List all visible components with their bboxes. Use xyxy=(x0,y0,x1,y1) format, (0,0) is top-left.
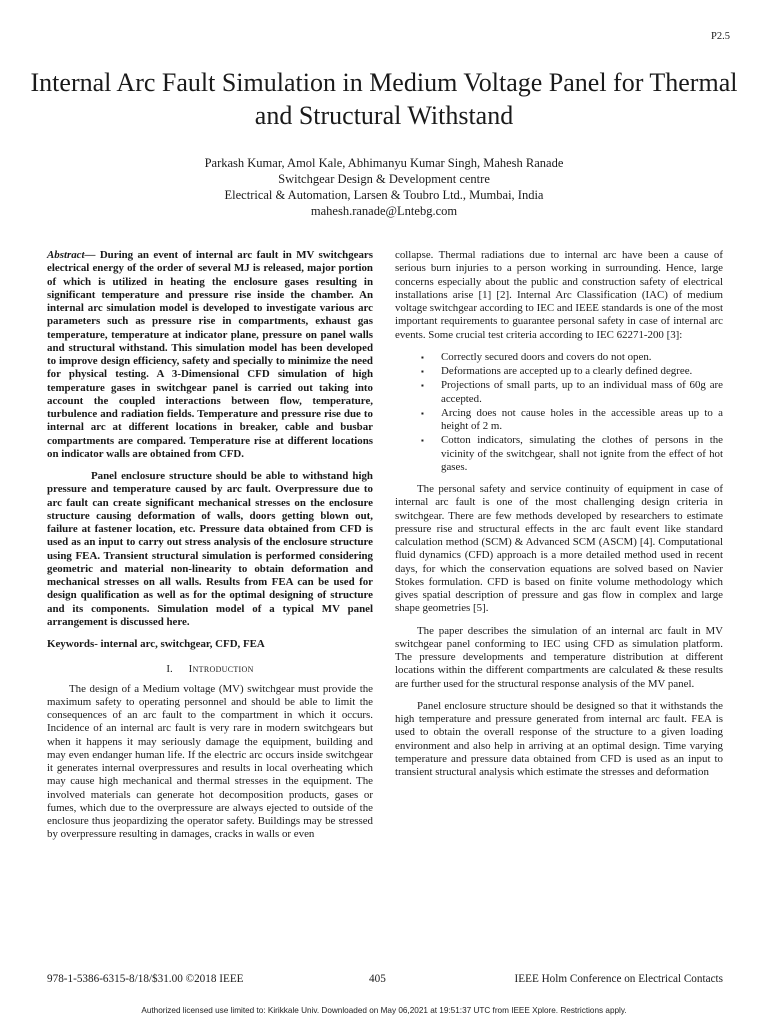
list-item: ▪ Projections of small parts, up to an individual mass of 60g are accepted. xyxy=(421,379,723,405)
bullet-icon: ▪ xyxy=(421,367,424,376)
abstract-label: Abstract xyxy=(47,249,85,261)
list-item: ▪ Deformations are accepted up to a clearly defined degree. xyxy=(421,365,693,377)
abstract-dash: — xyxy=(84,249,100,261)
section-title: Introduction xyxy=(188,663,254,676)
bullet-icon: ▪ xyxy=(421,436,424,446)
left-column xyxy=(47,249,373,851)
author-department: Switchgear Design & Development centre xyxy=(278,172,490,186)
intro-paragraph: The design of a Medium voltage (MV) switchgear must provide the maximum safety to operating personnel and should be able to limit the consequences of an arc fault to the compartment in which it occurs. Incidence of an internal arc fault is very rare in modern switchgears but when it happens it may seriously damage the equipment, building and may even endanger human life. If the electric arc occurs inside switchgear it generates internal overpressures and results in local overheating which may cause high mechanical and thermal stresses in the equipment. The involved materials can generate hot decomposition products, gases or fumes, which due to the overpressure are always ejected to outside of the enclosure thus jeopardizing the operator safety. Buildings may be stressed by overpressure resulting in damages, cracks in walls or even xyxy=(47,682,373,841)
keywords: Keywords- internal arc, switchgear, CFD, FEA xyxy=(47,638,265,650)
bullet-icon: ▪ xyxy=(421,408,424,418)
author-names: Parkash Kumar, Amol Kale, Abhimanyu Kumar Singh, Mahesh Ranade xyxy=(204,156,564,170)
section-number: I. xyxy=(166,663,173,676)
right-column xyxy=(395,249,723,788)
abstract-text-1: During an event of internal arc fault in MV switchgears electrical energy of the order of several MJ is released, major portion of which is utilized in heating the enclosure gases resulting in significant temperature and pressure rise inside the chamber. An internal arc simulation model is developed to investigate various arc parameters such as pressure rise in compartments, exhaust gas temperature, temperature at indicator plane, pressure on panel walls and structural withstand. This simulation model has been developed to improve design efficiency, safety and specially to minimize the need for physical testing. A 3-Dimensional CFD simulation of high temperature gases in switchgear panel is carried out taking into account the coupled interactions between flow, temperature, turbulence and radiation fields. Temperature and pressure rise due to internal arc at different locations in breaker, cable and busbar compartments are compared. Temperature rise at different locations on indicator walls are obtained from CFD. xyxy=(47,249,373,460)
list-item: ▪ Cotton indicators, simulating the clothes of persons in the vicinity of the switchgear, shall not ignite from the effect of hot gases. xyxy=(421,434,723,473)
page-code: P2.5 xyxy=(711,31,730,42)
test-criteria-list xyxy=(395,351,723,474)
enclosure-structure-paragraph: Panel enclosure structure should be designed so that it withstands the high temperature and pressure generated from internal arc fault. FEA is used to obtain the overall response of the structure to a given loading environment and also help in arriving at an optimal design. Time varying temperature and pressure data obtained from CFD is used as an input to transient structural analysis which estimate the stresses and deformation xyxy=(395,699,723,778)
section-heading-introduction xyxy=(47,663,373,676)
author-organization: Electrical & Automation, Larsen & Toubro Ltd., Mumbai, India xyxy=(224,188,544,202)
author-email: mahesh.ranade@Lntebg.com xyxy=(310,204,458,218)
author-block xyxy=(0,155,768,219)
abstract-paragraph-1 xyxy=(47,249,373,461)
bullet-icon: ▪ xyxy=(421,381,424,391)
list-item: ▪ Correctly secured doors and covers do not open. xyxy=(421,350,652,363)
footer-isbn: 978-1-5386-6315-8/18/$31.00 ©2018 IEEE xyxy=(47,973,244,985)
license-notice: Authorized licensed use limited to: Kirikkale Univ. Downloaded on May 06,2021 at 19:51:37 UTC from IEEE Xplore. Restrictions apply. xyxy=(141,1006,627,1015)
footer-conference: IEEE Holm Conference on Electrical Contacts xyxy=(514,973,723,985)
personal-safety-paragraph: The personal safety and service continuity of equipment in case of internal arc fault is one of the most challenging design criteria in switchgear. There are few methods developed by researchers to estimate pressure rise and structural effects in the arc fault event like standard calculation method (SCM) & Advanced SCM (ASCM) [4]. Computational fluid dynamics (CFD) approach is a more detailed method used in recent days, for which the conservation equations are solved based on Navier Stokes formulation. CFD is based on finite volume methodology which gives spatial description of pressure and gas flow in complex and large shape geometries [5]. xyxy=(395,483,723,615)
iac-paragraph: collapse. Thermal radiations due to internal arc have been a cause of serious burn injuries to a person working in surrounding. Hence, large concerns especially about the public and construction safety of electrical installations arise [1] [2]. Internal Arc Classification (IAC) of medium voltage switchgear according to IEC and IEEE standards is one of the most important requirements to guarantee personal safety in case of internal arc events. Some crucial test criteria according to IEC 62271-200 [3]: xyxy=(395,249,723,341)
bullet-icon: ▪ xyxy=(421,352,424,362)
list-item: ▪ Arcing does not cause holes in the accessible areas up to a height of 2 m. xyxy=(421,406,723,432)
paper-title: Internal Arc Fault Simulation in Medium Voltage Panel for Thermal and Structural Withstand xyxy=(30,68,738,130)
footer-page-number: 405 xyxy=(369,973,386,985)
paper-description-paragraph: The paper describes the simulation of an internal arc fault in MV switchgear panel conforming to IEC using CFD as simulation platform. The pressure developments and temperature distribution at different locations within the different compartments are calculated & these results are further used for the structural response analysis of the MV panel. xyxy=(395,624,723,690)
abstract-paragraph-2: Panel enclosure structure should be able to withstand high pressure and temperature caused by arc fault. Overpressure due to arc fault can create significant mechanical stresses on the enclosure structure causing deformation of walls, doors getting blown out, failure at fastener location, etc. Pressure data obtained from CFD is used as an input to carry out stress analysis of the enclosure structure using FEA. Transient structural simulation is performed considering geometric and material non-linearity to obtain deformation and mechanical stresses on all walls. Results from FEA can be used for design qualification as well as for the optimal designing of structure and its components. Simulation model of a typical MV panel arrangement is discussed here. xyxy=(47,470,373,628)
